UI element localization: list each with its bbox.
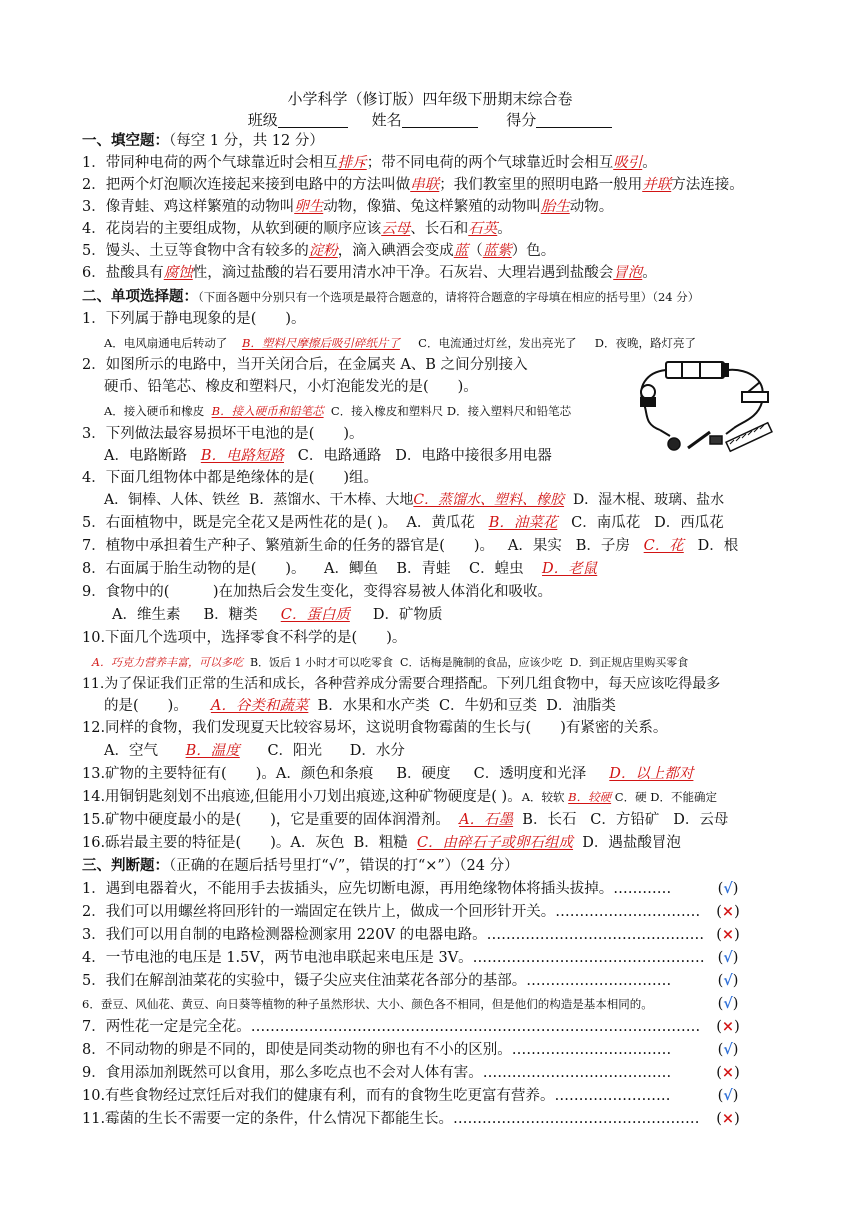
- cross-mark-icon: ×: [721, 926, 735, 943]
- choice-question: 8．右面属于胎生动物的是( )。 A．鲫鱼 B．青蛙 C．蝗虫 D．老鼠: [82, 561, 598, 577]
- judge-mark[interactable]: (√): [717, 949, 739, 966]
- judge-mark[interactable]: (√): [717, 972, 739, 989]
- correct-option[interactable]: D．老鼠: [542, 561, 598, 577]
- cross-mark-icon: ×: [721, 903, 735, 920]
- answer-blank[interactable]: 腐蚀: [163, 265, 193, 281]
- correct-option[interactable]: C．蛋白质: [280, 607, 350, 623]
- cross-mark-icon: ×: [721, 1064, 735, 1081]
- correct-option[interactable]: C．蒸馏水、塑料、橡胶: [413, 492, 565, 508]
- judge-mark[interactable]: (√): [717, 1041, 739, 1058]
- correct-option[interactable]: C．花: [643, 538, 684, 554]
- choice-options: A．巧克力营养丰富，可以多吃 B．饭后 1 小时才可以吃零食 C．话梅是腌制的食品，应该少吃 D．到正规店里购买零食: [92, 656, 689, 669]
- choice-question: 11.为了保证我们正常的生活和成长，各种营养成分需要合理搭配。下列几组食物中，每天应该吃得最多: [82, 676, 721, 692]
- name-label: 姓名: [371, 111, 402, 129]
- choice-question: 3．下列做法最容易损坏干电池的是( )。: [82, 426, 364, 442]
- judge-mark[interactable]: (×): [716, 903, 740, 920]
- judge-mark[interactable]: (×): [716, 1110, 740, 1127]
- cross-mark-icon: ×: [721, 1110, 735, 1127]
- score-label: 得分: [506, 111, 537, 129]
- choice-options: A．铜棒、人体、铁丝 B．蒸馏水、干木棒、大地C．蒸馏水、塑料、橡胶 D．湿木棍、玻璃、盐水: [104, 492, 725, 508]
- choice-question: 15.矿物中硬度最小的是( )，它是重要的固体润滑剂。 A．石墨 B．长石 C．方铅矿 D．云母: [82, 812, 729, 828]
- judge-mark[interactable]: (√): [717, 880, 739, 897]
- page-title: 小学科学（修订版）四年级下册期末综合卷: [287, 90, 573, 108]
- answer-blank[interactable]: 云母: [381, 221, 411, 237]
- name-blank[interactable]: [402, 111, 478, 128]
- choice-question: 5．右面植物中，既是完全花又是两性花的是( )。 A．黄瓜花 B．油菜花 C．南瓜花 D．西瓜花: [82, 515, 724, 531]
- judge-statement: 7．两性花一定是完全花。…………………………………………………………………………………: [82, 1019, 701, 1035]
- student-info-row: [0, 109, 860, 130]
- choice-question-cont: 硬币、铅笔芯、橡皮和塑料尺，小灯泡能发光的是( )。: [104, 379, 478, 395]
- check-mark-icon: √: [723, 1087, 733, 1104]
- correct-option[interactable]: B．油菜花: [488, 515, 558, 531]
- judge-mark[interactable]: (√): [717, 995, 739, 1012]
- judge-statement: 4．一节电池的电压是 1.5V，两节电池串联起来电压是 3V。…………………………………………: [82, 950, 705, 966]
- fill-question: 5．馒头、土豆等食物中含有较多的淀粉，滴入碘酒会变成蓝（蓝紫）色。: [82, 243, 556, 259]
- answer-blank[interactable]: 冒泡: [613, 265, 643, 281]
- judge-mark[interactable]: (×): [716, 926, 740, 943]
- section-judge-heading: 三、判断题：（正确的在题后括号里打“√”，错误的打“×”）（24 分）: [82, 857, 519, 874]
- class-label: 班级: [247, 111, 278, 129]
- judge-statement: 5．我们在解剖油菜花的实验中，镊子尖应夹住油菜花各部分的基部。…………………………: [82, 973, 672, 989]
- correct-option[interactable]: B．电路短路: [200, 448, 284, 464]
- check-mark-icon: √: [723, 880, 733, 897]
- fill-question: 3．像青蛙、鸡这样繁殖的动物叫卵生动物，像猫、兔这样繁殖的动物叫胎生动物。: [82, 199, 614, 215]
- answer-blank[interactable]: 蓝: [453, 243, 469, 259]
- choice-question: 14.用铜钥匙刻划不出痕迹,但能用小刀划出痕迹,这种矿物硬度是( )。A．较软 B．较硬 C．硬 D．不能确定: [82, 789, 717, 805]
- correct-option[interactable]: B．接入硬币和铅笔芯: [211, 404, 324, 418]
- check-mark-icon: √: [723, 995, 733, 1012]
- switch-icon: [742, 392, 768, 402]
- judge-mark[interactable]: (×): [716, 1064, 740, 1081]
- choice-question: 2．如图所示的电路中，当开关闭合后，在金属夹 A、B 之间分别接入: [82, 357, 528, 373]
- answer-blank[interactable]: 排斥: [337, 155, 367, 171]
- choice-question: 16.砾岩最主要的特征是( )。A．灰色 B．粗糙 C．由碎石子或卵石组成 D．遇盐酸冒泡: [82, 835, 681, 851]
- correct-option[interactable]: B．较硬: [568, 790, 612, 804]
- correct-option[interactable]: C．由碎石子或卵石组成: [416, 835, 574, 851]
- judge-mark[interactable]: (×): [716, 1018, 740, 1035]
- answer-blank[interactable]: 串联: [410, 177, 440, 193]
- fill-question: 1．带同种电荷的两个气球靠近时会相互排斥；带不同电荷的两个气球靠近时会相互吸引。: [82, 155, 657, 171]
- fill-question: 4．花岗岩的主要组成物，从软到硬的顺序应该云母、长石和石英。: [82, 221, 512, 237]
- judge-statement: 2．我们可以用螺丝将回形针的一端固定在铁片上，做成一个回形针开关。…………………………: [82, 904, 701, 920]
- answer-blank[interactable]: 淀粉: [308, 243, 338, 259]
- check-mark-icon: √: [723, 972, 733, 989]
- choice-options: A．电路断路 B．电路短路 C．电路通路 D．电路中接很多用电器: [104, 448, 552, 464]
- judge-statement: 8．不同动物的卵是不同的，即使是同类动物的卵也有不小的区别。……………………………: [82, 1042, 672, 1058]
- correct-option[interactable]: A．巧克力营养丰富，可以多吃: [92, 656, 243, 669]
- correct-option[interactable]: D．以上都对: [609, 766, 694, 782]
- correct-option[interactable]: B．温度: [185, 743, 240, 759]
- answer-blank[interactable]: 卵生: [294, 199, 324, 215]
- answer-blank[interactable]: 胎生: [540, 199, 570, 215]
- fill-question: 2．把两个灯泡顺次连接起来接到电路中的方法叫做串联；我们教室里的照明电路一般用并联方法连接。: [82, 177, 744, 193]
- judge-statement: 10.有些食物经过烹饪后对我们的健康有利，而有的食物生吃更富有营养。……………………: [82, 1088, 671, 1104]
- check-mark-icon: √: [723, 949, 733, 966]
- judge-statement: 9．食用添加剂既然可以食用，那么多吃点也不会对人体有害。…………………………………: [82, 1065, 672, 1081]
- answer-blank[interactable]: 石英: [468, 221, 498, 237]
- choice-question: 9．食物中的( )在加热后会发生变化，变得容易被人体消化和吸收。: [82, 584, 553, 600]
- choice-question: 13.矿物的主要特征有( )。A．颜色和条痕 B．硬度 C．透明度和光泽 D．以上都对: [82, 766, 694, 782]
- choice-options: A．维生素 B．糖类 C．蛋白质 D．矿物质: [112, 607, 443, 623]
- correct-option[interactable]: A．谷类和蔬菜: [210, 698, 309, 714]
- correct-option[interactable]: A．石墨: [459, 812, 514, 828]
- judge-statement: 6．蚕豆、风仙花、黄豆、向日葵等植物的种子虽然形状、大小、颜色各不相同，但是他们的构造是基本相同的。: [82, 997, 653, 1011]
- choice-question: 10.下面几个选项中，选择零食不科学的是( )。: [82, 630, 407, 646]
- class-blank[interactable]: [278, 111, 348, 128]
- fill-question: 6．盐酸具有腐蚀性，滴过盐酸的岩石要用清水冲干净。石灰岩、大理岩遇到盐酸会冒泡。: [82, 265, 657, 281]
- choice-question-cont: 的是( )。 A．谷类和蔬菜 B．水果和水产类 C．牛奶和豆类 D．油脂类: [104, 698, 616, 714]
- judge-statement: 1．遇到电器着火，不能用手去拔插头，应先切断电源，再用绝缘物体将插头拔掉。…………: [82, 881, 672, 897]
- judge-statement: 11.霉菌的生长不需要一定的条件，什么情况下都能生长。……………………………………………: [82, 1111, 700, 1127]
- judge-mark[interactable]: (√): [717, 1087, 739, 1104]
- answer-blank[interactable]: 吸引: [613, 155, 643, 171]
- cross-mark-icon: ×: [721, 1018, 735, 1035]
- section-choice-heading: 二、单项选择题：（下面各题中分别只有一个选项是最符合题意的，请将符合题意的字母填在相应的括号里）（24 分）: [82, 288, 700, 305]
- correct-option[interactable]: B．塑料尺摩擦后吸引碎纸片了: [241, 336, 400, 350]
- choice-question: 12.同样的食物，我们发现夏天比较容易坏，这说明食物霉菌的生长与( )有紧密的关系。: [82, 720, 668, 736]
- choice-question: 4．下面几组物体中都是绝缘体的是( )组。: [82, 470, 379, 486]
- choice-question: 7．植物中承担着生产种子、繁殖新生命的任务的器官是( )。 A．果实 B．子房 C．花 D．根: [82, 538, 739, 554]
- bulb-icon: [641, 385, 655, 399]
- answer-blank[interactable]: 蓝紫: [482, 243, 512, 259]
- judge-statement: 3．我们可以用自制的电路检测器检测家用 220V 的电器电路。………………………………………: [82, 927, 705, 943]
- choice-question: 1．下列属于静电现象的是( )。: [82, 311, 306, 327]
- choice-options: A．接入硬币和橡皮 B．接入硬币和铅笔芯 C．接入橡皮和塑料尺 D．接入塑料尺和铅笔芯: [104, 404, 572, 418]
- check-mark-icon: √: [723, 1041, 733, 1058]
- choice-options: A．电风扇通电后转动了 B．塑料尺摩擦后吸引碎纸片了 C．电流通过灯丝，发出亮光了 D．夜晚，路灯亮了: [104, 336, 696, 350]
- battery-icon: [666, 362, 724, 378]
- score-blank[interactable]: [536, 111, 612, 128]
- section-fill-heading: 一、填空题：（每空 1 分，共 12 分）: [82, 132, 324, 149]
- choice-options: A．空气 B．温度 C．阳光 D．水分: [104, 743, 405, 759]
- answer-blank[interactable]: 并联: [642, 177, 672, 193]
